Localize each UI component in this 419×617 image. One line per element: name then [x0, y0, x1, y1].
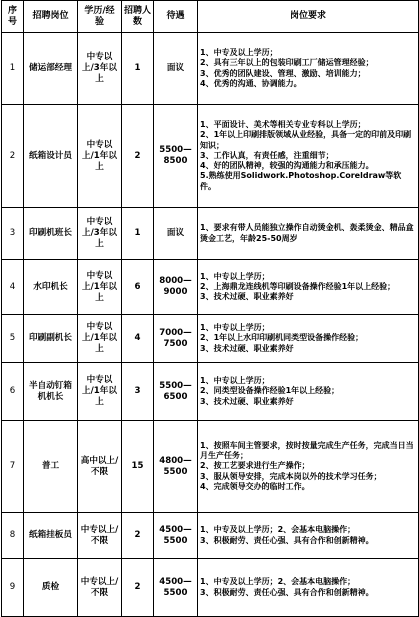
requirement-line: 3、技术过硬、职业素养好 — [200, 396, 294, 406]
row-count: 4 — [122, 315, 154, 363]
table-row — [2, 315, 419, 363]
row-position: 半自动钉箱机机长 — [24, 363, 78, 421]
requirement-line: 3、技术过硬、职业素养好 — [200, 292, 294, 302]
row-seq: 8 — [2, 513, 24, 559]
row-seq: 5 — [2, 315, 24, 363]
row-requirements — [198, 33, 419, 105]
table-row — [2, 260, 419, 315]
row-position: 普工 — [24, 421, 78, 513]
requirement-line: 3、技术过硬、职业素养好 — [200, 343, 294, 353]
row-seq: 4 — [2, 260, 24, 315]
requirement-line: 1、中专以上学历； — [200, 271, 270, 281]
recruitment-table — [1, 0, 419, 617]
row-education: 中专以上/不限 — [78, 559, 122, 617]
header-education: 学历/经验 — [78, 1, 122, 33]
header-seq: 序号 — [2, 1, 24, 33]
header-count: 招聘人数 — [122, 1, 154, 33]
row-seq: 7 — [2, 421, 24, 513]
requirement-line: 1、中专及以上学历；2、会基本电脑操作； — [200, 577, 356, 587]
row-salary: 4800—5500 — [154, 421, 198, 513]
row-requirements — [198, 421, 419, 513]
row-requirements — [198, 559, 419, 617]
row-education: 中专以上/1年以上 — [78, 315, 122, 363]
row-requirements — [198, 513, 419, 559]
row-salary: 面议 — [154, 33, 198, 105]
row-salary: 4500—5500 — [154, 559, 198, 617]
row-salary: 5500—8500 — [154, 105, 198, 208]
row-count: 2 — [122, 105, 154, 208]
requirement-line: 1、中专以上学历； — [200, 376, 270, 386]
row-count: 2 — [122, 513, 154, 559]
header-position: 招聘岗位 — [24, 1, 78, 33]
row-position: 质检 — [24, 559, 78, 617]
requirement-line: 2、按工艺要求进行生产操作； — [200, 461, 310, 471]
row-seq: 9 — [2, 559, 24, 617]
requirement-line: 1、要求有带人员能独立操作自动烫金机、轰柔烫金、精品盒烫金工艺，年龄25-50周岁 — [200, 223, 414, 243]
row-position: 印刷副机长 — [24, 315, 78, 363]
row-education: 高中以上/不限 — [78, 421, 122, 513]
table-row — [2, 33, 419, 105]
requirement-line: 3、工作认真，有责任感，注重细节； — [200, 150, 334, 160]
row-requirements — [198, 208, 419, 260]
row-education: 中专以上/3年以上 — [78, 33, 122, 105]
table-row — [2, 105, 419, 208]
row-seq: 6 — [2, 363, 24, 421]
row-salary: 7000—7500 — [154, 315, 198, 363]
requirement-line: 1、平面设计、美术等相关专业专科以上学历； — [200, 120, 366, 130]
row-seq: 3 — [2, 208, 24, 260]
row-count: 6 — [122, 260, 154, 315]
requirement-line: 2、上海鼎龙连线机等印刷设备操作经验1年以上经验； — [200, 281, 396, 291]
row-position: 印刷机班长 — [24, 208, 78, 260]
row-requirements — [198, 363, 419, 421]
table-row — [2, 513, 419, 559]
requirement-line: 4、优秀的沟通、协调能力。 — [200, 78, 302, 88]
header-requirements: 岗位要求 — [198, 1, 419, 33]
requirement-line: 1、中专及以上学历；2、会基本电脑操作； — [200, 525, 356, 535]
requirement-line: 2、1年以上水印印刷机同类型设备操作经验； — [200, 333, 364, 343]
requirement-line: 4、好的团队精神，较强的沟通能力和承压能力。 — [200, 161, 374, 171]
row-count: 3 — [122, 363, 154, 421]
row-salary: 面议 — [154, 208, 198, 260]
row-education: 中专以上/1年以上 — [78, 105, 122, 208]
requirement-line: 2、1年以上印刷排版领域从业经验，具备一定的印前及印刷知识； — [200, 130, 412, 150]
requirement-line: 3、优秀的团队建设、管理、激励、培训能力； — [200, 68, 366, 78]
row-position: 水印机长 — [24, 260, 78, 315]
requirement-line: 1、按照车间主管要求，按时按量完成生产任务，完成当日当月生产任务； — [200, 440, 414, 461]
requirement-line: 1、中专及以上学历； — [200, 48, 278, 58]
requirement-line: 4、完成领导交办的临时工作。 — [200, 481, 310, 491]
row-education: 中专以上/3年以上 — [78, 208, 122, 260]
row-position: 储运部经理 — [24, 33, 78, 105]
row-seq: 1 — [2, 33, 24, 105]
row-count: 1 — [122, 208, 154, 260]
requirement-line: 1、中专以上学历； — [200, 323, 270, 333]
row-requirements — [198, 315, 419, 363]
row-education: 中专以上/1年以上 — [78, 363, 122, 421]
table-body — [2, 33, 419, 617]
table-row — [2, 363, 419, 421]
row-salary: 5500—6500 — [154, 363, 198, 421]
row-salary: 4500—5500 — [154, 513, 198, 559]
requirement-line: 2、具有三年以上的包装印刷工厂储运管理经验； — [200, 58, 374, 68]
row-count: 2 — [122, 559, 154, 617]
row-salary: 8000—9000 — [154, 260, 198, 315]
row-requirements — [198, 260, 419, 315]
requirement-line: 2、同类型设备操作经验1年以上经验； — [200, 386, 340, 396]
requirement-line: 3、积极耐劳、责任心强、具有合作和创新精神。 — [200, 535, 374, 545]
requirement-line: 5.熟练使用Solidwork.Photoshop.Coreldraw等软件。 — [200, 171, 402, 191]
row-count: 15 — [122, 421, 154, 513]
header-salary: 待遇 — [154, 1, 198, 33]
row-position: 纸箱设计员 — [24, 105, 78, 208]
requirement-line: 3、积极耐劳、责任心强、具有合作和创新精神。 — [200, 587, 374, 597]
table-row — [2, 208, 419, 260]
row-requirements — [198, 105, 419, 208]
row-seq: 2 — [2, 105, 24, 208]
row-education: 中专以上/1年以上 — [78, 260, 122, 315]
table-row — [2, 421, 419, 513]
row-count: 1 — [122, 33, 154, 105]
requirement-line: 3、服从领导安排，完成本岗以外的技术学习任务； — [200, 471, 382, 481]
row-position: 纸箱挂板员 — [24, 513, 78, 559]
table-row — [2, 559, 419, 617]
row-education: 中专以上/不限 — [78, 513, 122, 559]
header-row — [2, 1, 419, 33]
